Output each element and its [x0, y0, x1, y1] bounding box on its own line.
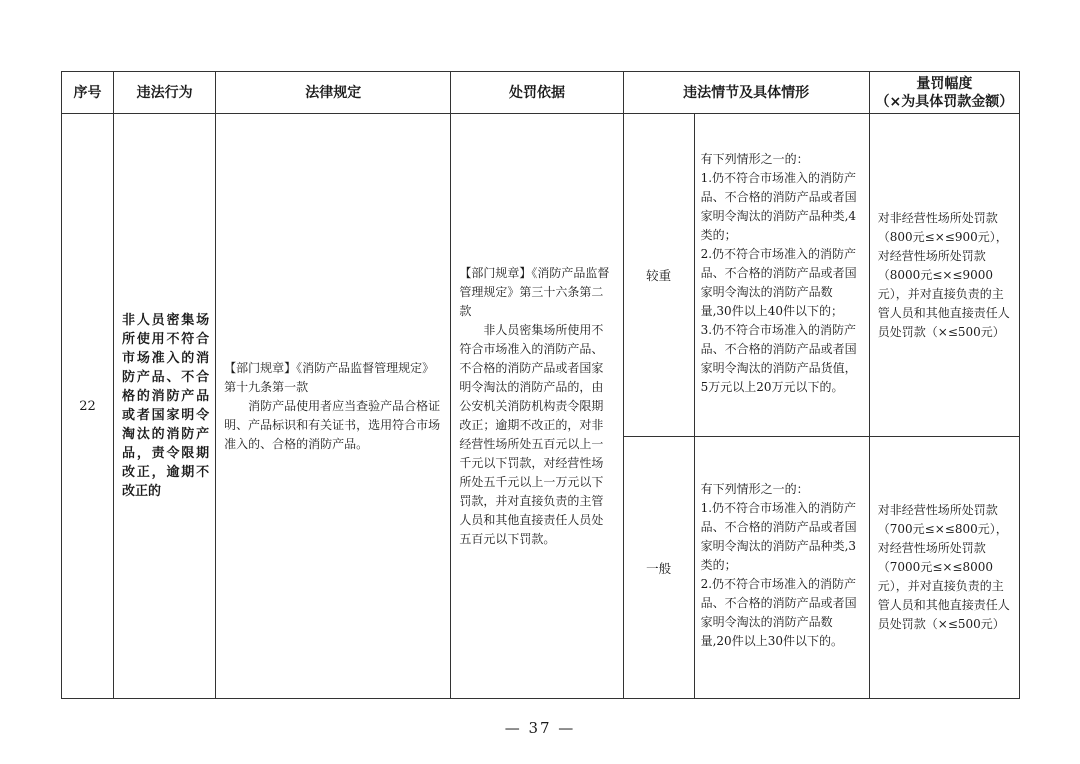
detail-severe-item: 2.仍不符合市场准入的消防产品、不合格的消防产品或者国家明令淘汰的消防产品数量,30件以上40件以下的；	[700, 246, 857, 318]
law-title: 【部门规章】《消防产品监督管理规定》第十九条第一款	[224, 360, 435, 394]
table-header	[62, 72, 1020, 114]
detail-severe	[694, 114, 869, 437]
row-number: 22	[62, 114, 114, 699]
detail-severe-item: 1.仍不符合市场准入的消防产品、不合格的消防产品或者国家明令淘汰的消防产品种类,4类的；	[700, 170, 857, 242]
violation-act: 非人员密集场所使用不符合市场准入的消防产品、不合格的消防产品或者国家明令淘汰的消防产品，责令限期改正，逾期不改正的	[114, 114, 216, 699]
header-amount	[869, 72, 1019, 114]
legal-provision	[216, 114, 451, 699]
header-basis: 处罚依据	[451, 72, 623, 114]
header-amount-line1: 量罚幅度	[916, 75, 973, 92]
detail-general-item: 1.仍不符合市场准入的消防产品、不合格的消防产品或者国家明令淘汰的消防产品种类,3类的；	[700, 501, 857, 572]
header-act: 违法行为	[114, 72, 216, 114]
detail-severe-item: 3.仍不符合市场准入的消防产品、不合格的消防产品或者国家明令淘汰的消防产品货值，5万元以上20万元以下的。	[700, 322, 857, 394]
amount-severe: 对非经营性场所处罚款（800元≤×≤900元），对经营性场所处罚款（8000元≤×≤9000元），并对直接负责的主管人员和其他直接责任人员处罚款（×≤500元）	[869, 114, 1019, 437]
detail-severe-intro: 有下列情形之一的：	[700, 151, 809, 166]
table-row	[62, 114, 1020, 437]
penalty-basis	[451, 114, 623, 699]
header-amount-line2: （×为具体罚款金额）	[875, 93, 1014, 110]
penalty-table	[61, 71, 1020, 699]
page-number: — 37 —	[504, 719, 576, 737]
detail-general-intro: 有下列情形之一的：	[700, 482, 809, 496]
basis-title: 【部门规章】《消防产品监督管理规定》第三十六条第二款	[459, 265, 610, 318]
level-severe: 较重	[623, 114, 694, 437]
basis-text: 非人员密集场所使用不符合市场准入的消防产品、不合格的消防产品或者国家明令淘汰的消防产品的，由公安机关消防机构责令限期改正；逾期不改正的，对非经营性场所处五百元以上一千元以下罚款，对经营性场所处五千元以上一万元以下罚款，并对直接负责的主管人员和其他直接责任人员处五百元以下罚款。	[459, 322, 604, 546]
detail-general-item: 2.仍不符合市场准入的消防产品、不合格的消防产品或者国家明令淘汰的消防产品数量,20件以上30件以下的。	[700, 577, 857, 648]
level-general: 一般	[623, 437, 694, 699]
header-law: 法律规定	[216, 72, 451, 114]
header-detail: 违法情节及具体情形	[623, 72, 869, 114]
amount-general: 对非经营性场所处罚款（700元≤×≤800元），对经营性场所处罚款（7000元≤×≤8000元），并对直接负责的主管人员和其他直接责任人员处罚款（×≤500元）	[869, 437, 1019, 699]
detail-general	[694, 437, 869, 699]
header-no: 序号	[62, 72, 114, 114]
law-text: 消防产品使用者应当查验产品合格证明、产品标识和有关证书，选用符合市场准入的、合格的消防产品。	[224, 398, 441, 451]
